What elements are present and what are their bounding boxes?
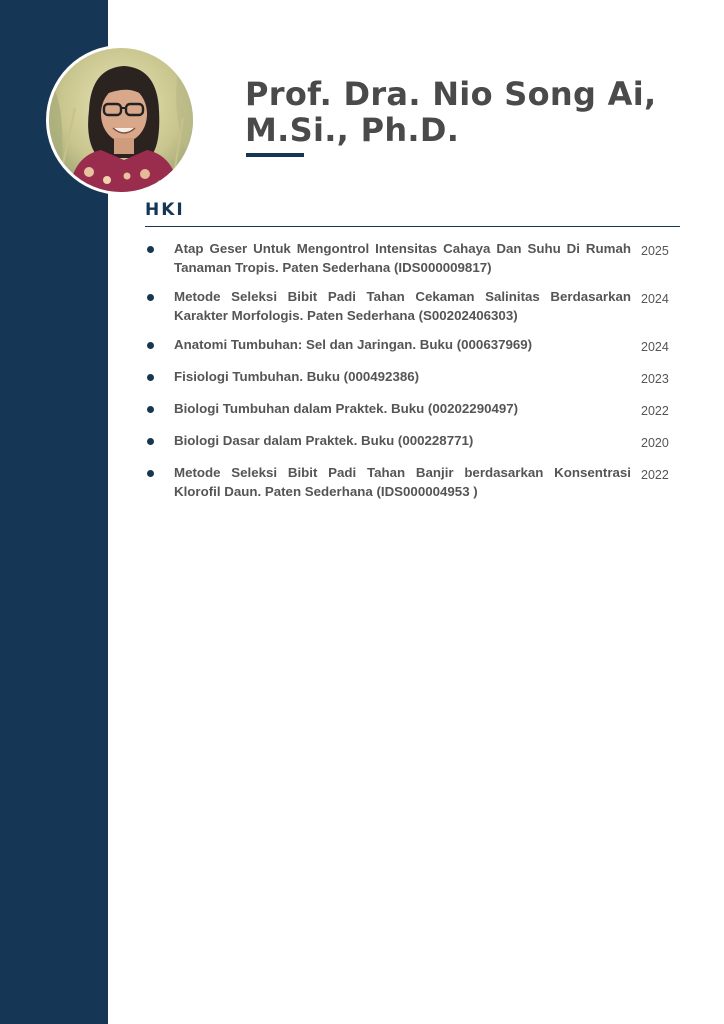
item-year: 2022 [641,468,669,482]
item-title: Biologi Dasar dalam Praktek. Buku (000228771) [174,433,474,448]
bullet-icon [147,246,154,253]
profile-name: Prof. Dra. Nio Song Ai, M.Si., Ph.D. [245,75,657,149]
item-year: 2024 [641,340,669,354]
item-title: Metode Seleksi Bibit Padi Tahan Banjir berdasarkan Konsentrasi Klorofil Daun. Paten Sederhana (IDS000004953 ) [174,465,631,499]
list-item [140,399,685,421]
list-item [140,463,685,501]
bullet-icon [147,406,154,413]
item-year: 2023 [641,372,669,386]
item-title: Metode Seleksi Bibit Padi Tahan Cekaman Salinitas Berdasarkan Karakter Morfologis. Paten Sederhana (S00202406303) [174,289,631,323]
portrait-image [49,48,193,192]
item-title: Fisiologi Tumbuhan. Buku (000492386) [174,369,420,384]
bullet-icon [147,342,154,349]
hki-list [140,239,685,511]
name-underline [246,153,304,157]
bullet-icon [147,438,154,445]
item-title: Biologi Tumbuhan dalam Praktek. Buku (00202290497) [174,401,519,416]
list-item [140,287,685,325]
item-title: Atap Geser Untuk Mengontrol Intensitas Cahaya Dan Suhu Di Rumah Tanaman Tropis. Paten Sederhana (IDS000009817) [174,241,631,275]
item-year: 2025 [641,244,669,258]
item-title: Anatomi Tumbuhan: Sel dan Jaringan. Buku (000637969) [174,337,533,352]
section-title: HKI [145,200,185,220]
item-year: 2020 [641,436,669,450]
section-divider [145,226,680,227]
list-item [140,431,685,453]
list-item [140,239,685,277]
profile-photo [46,45,196,195]
bullet-icon [147,470,154,477]
bullet-icon [147,294,154,301]
list-item [140,335,685,357]
list-item [140,367,685,389]
item-year: 2022 [641,404,669,418]
item-year: 2024 [641,292,669,306]
bullet-icon [147,374,154,381]
